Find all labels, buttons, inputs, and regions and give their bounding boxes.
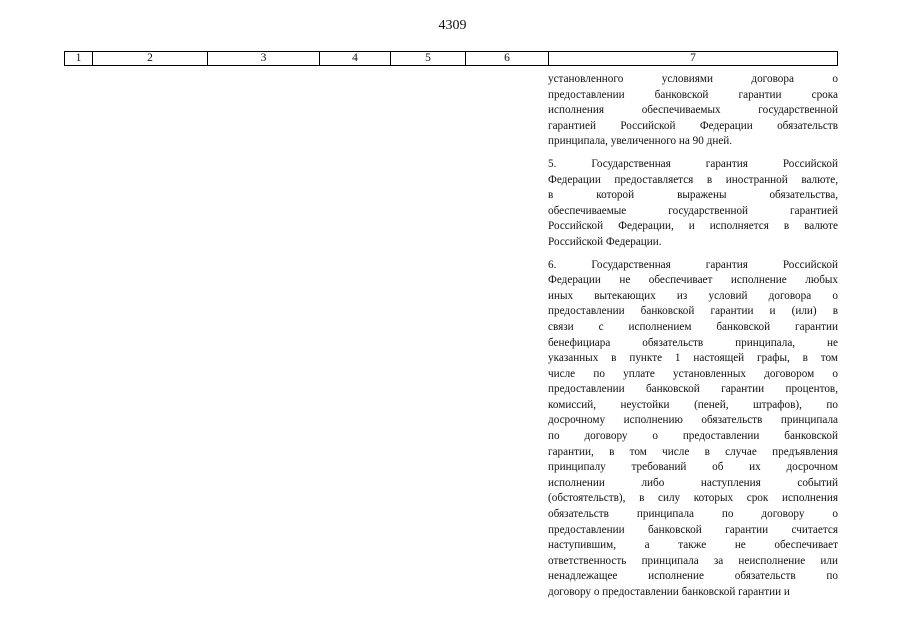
text-line: договору о предоставлении банковской гарантии и bbox=[548, 586, 790, 598]
text-line: 5. Государственная гарантия Российской bbox=[548, 157, 838, 170]
text-line: Российской Федерации, и исполняется в валюте bbox=[548, 220, 838, 233]
text-line: предоставлении банковской гарантии считается bbox=[548, 523, 838, 536]
text-line: 6. Государственная гарантия Российской bbox=[548, 258, 838, 271]
column-header-2: 2 bbox=[93, 52, 208, 65]
text-line: числе по уплате установленных договором о bbox=[548, 367, 838, 380]
text-line: досрочному исполнению обязательств принципала bbox=[548, 414, 838, 427]
table-header-row bbox=[64, 51, 838, 66]
page-number: 4309 bbox=[438, 18, 467, 33]
text-line: (обстоятельств), в силу которых срок исполнения bbox=[548, 492, 838, 505]
column-header-3: 3 bbox=[208, 52, 320, 65]
text-line: наступившим, а также не обеспечивает bbox=[548, 539, 838, 552]
text-line: Российской Федерации. bbox=[548, 235, 662, 248]
text-line: исполнении либо наступления событий bbox=[548, 476, 838, 489]
text-line: предоставлении банковской гарантии и (или) в bbox=[548, 305, 838, 318]
text-line: иных вытекающих из условий договора о bbox=[548, 289, 838, 302]
text-line: принципала, увеличенного на 90 дней. bbox=[548, 135, 733, 148]
column-header-5: 5 bbox=[391, 52, 466, 65]
text-line: обязательств принципала по договору о bbox=[548, 508, 838, 521]
text-line: комиссий, неустойки (пеней, штрафов), по bbox=[548, 398, 838, 411]
text-line: Федерации предоставляется в иностранной валюте, bbox=[548, 173, 838, 186]
text-line: гарантии, в том числе в случае предъявления bbox=[548, 445, 838, 458]
text-line: установленного условиями договора о bbox=[548, 73, 838, 85]
column-header-4: 4 bbox=[320, 52, 391, 65]
paragraph bbox=[548, 157, 838, 251]
column-header-1: 1 bbox=[65, 52, 93, 65]
text-line: исполнения обеспечиваемых государственной bbox=[548, 104, 838, 117]
text-line: бенефициара обязательств принципала, не bbox=[548, 336, 838, 349]
text-line: в которой выражены обязательства, bbox=[548, 189, 838, 202]
column-7-text bbox=[548, 72, 838, 608]
paragraph bbox=[548, 258, 838, 601]
text-line: гарантией Российской Федерации обязательств bbox=[548, 119, 838, 132]
text-line: ненадлежащее исполнение обязательств по bbox=[548, 570, 838, 583]
text-line: обеспечиваемые государственной гарантией bbox=[548, 204, 838, 217]
column-header-7: 7 bbox=[690, 52, 696, 64]
text-line: ответственность принципала за неисполнение или bbox=[548, 554, 838, 567]
column-header-6: 6 bbox=[466, 52, 549, 65]
paragraph bbox=[548, 72, 838, 150]
text-line: указанных в пункте 1 настоящей графы, в том bbox=[548, 352, 838, 365]
text-line: связи с исполнением банковской гарантии bbox=[548, 320, 838, 333]
text-line: предоставлении банковской гарантии срока bbox=[548, 88, 838, 101]
text-line: предоставлении банковской гарантии процентов, bbox=[548, 383, 838, 396]
text-line: по договору о предоставлении банковской bbox=[548, 430, 838, 443]
text-line: принципалу требований об их досрочном bbox=[548, 461, 838, 474]
text-line: Федерации не обеспечивает исполнение любых bbox=[548, 274, 838, 287]
